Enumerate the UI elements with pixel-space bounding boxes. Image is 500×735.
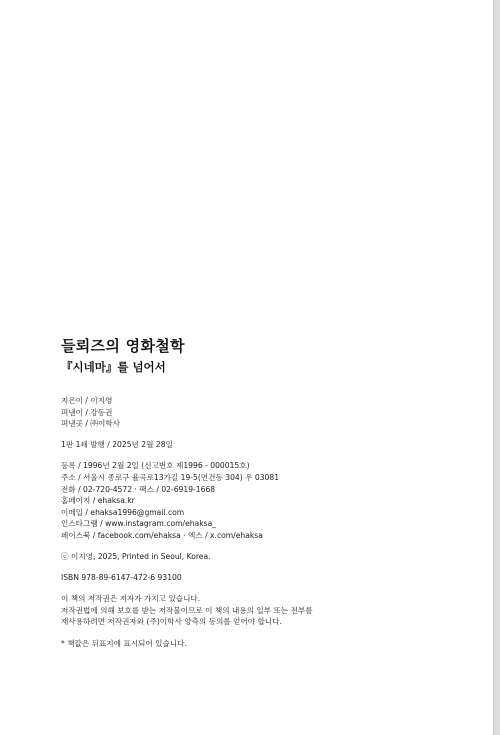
copyright-line: ⓒ 이지영, 2025, Printed in Seoul, Korea. — [61, 552, 211, 562]
edition-block — [61, 439, 481, 451]
facebook-x-line: 페이스북 / facebook.com/ehaksa · 엑스 / x.com/ehaksa — [61, 530, 263, 540]
book-title: 들뢰즈의 영화철학 — [61, 337, 185, 355]
credits-block — [61, 395, 481, 430]
isbn-line: ISBN 978-89-6147-472-6 93100 — [61, 573, 182, 583]
phone-fax-line: 전화 / 02-720-4572 · 팩스 / 02-6919-1668 — [61, 484, 216, 494]
rights-line: 이 책의 저작권은 저자가 가지고 있습니다. — [61, 594, 201, 604]
instagram-line: 인스타그램 / www.instagram.com/ehaksa_ — [61, 519, 217, 529]
colophon — [61, 336, 481, 649]
publisher-info-block — [61, 460, 481, 541]
email-line: 이메일 / ehaksa1996@gmail.com — [61, 507, 185, 517]
credit-publishing-house: 펴낸곳 / ㈜이학사 — [61, 419, 120, 429]
rights-notice-block — [61, 593, 481, 628]
edition-line: 1판 1쇄 발행 / 2025년 2월 28일 — [61, 440, 173, 450]
rights-line: 저작권법에 의해 보호를 받는 저작물이므로 이 책의 내용의 일부 또는 전부를 — [61, 605, 313, 615]
rights-line: 재사용하려면 저작권자와 (주)이학사 양측의 동의를 얻어야 합니다. — [61, 617, 282, 627]
homepage-line: 홈페이지 / ehaksa.kr — [61, 496, 135, 506]
price-note-block — [61, 638, 481, 650]
credit-publisher-person: 펴낸이 / 강동권 — [61, 407, 113, 417]
copyright-block — [61, 551, 481, 563]
registration-line: 등록 / 1996년 2월 2일 (신고번호 제1996 - 000015호) — [61, 461, 250, 471]
address-line: 주소 / 서울시 종로구 율곡로13가길 19-5(연건동 304) 우 03081 — [61, 472, 280, 482]
isbn-block — [61, 572, 481, 584]
book-subtitle: 『시네마』를 넘어서 — [61, 360, 166, 374]
credit-author: 지은이 / 이지영 — [61, 396, 113, 405]
page-edge — [493, 0, 500, 735]
price-note-line: * 책값은 뒤표지에 표시되어 있습니다. — [61, 638, 187, 648]
